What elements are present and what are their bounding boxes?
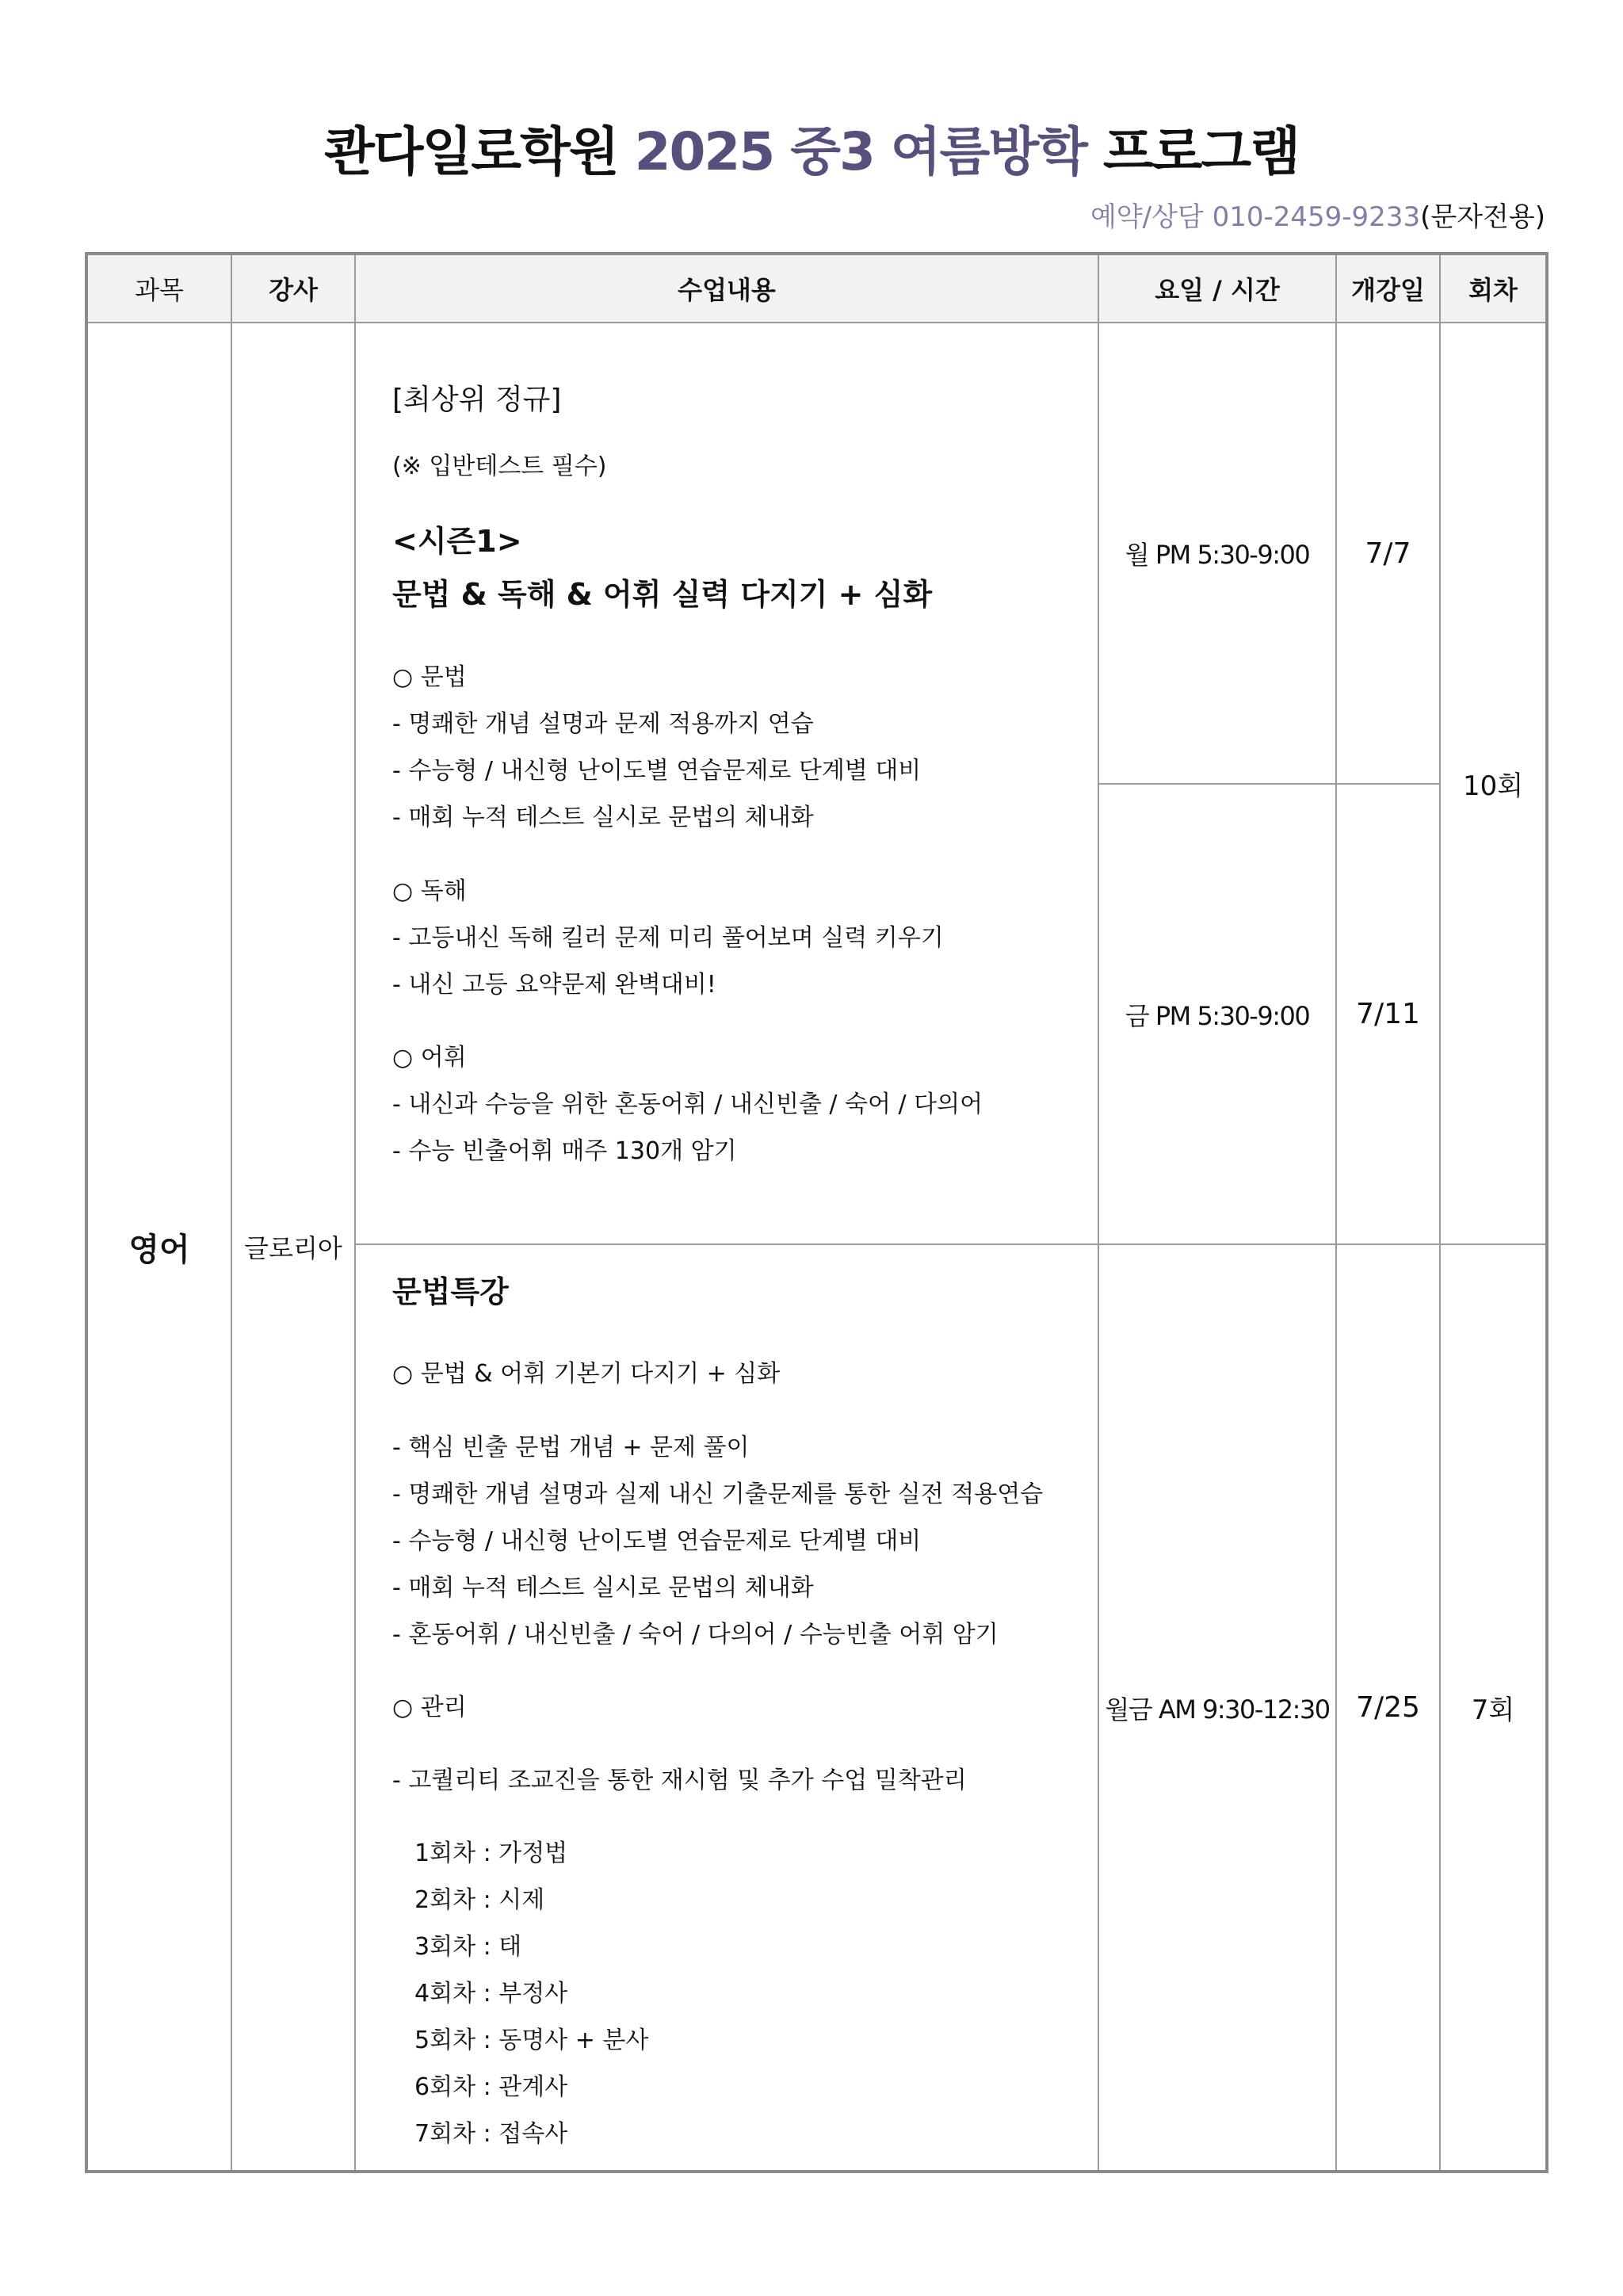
special-title: 문법특강 [392,1274,509,1309]
program-term: 2025 중3 여름방학 [634,121,1086,182]
list-item: ○ 독해 [392,877,467,905]
table-row [86,323,1547,784]
regular-note: (※ 입반테스트 필수) [392,453,607,480]
list-item: - 내신과 수능을 위한 혼동어휘 / 내신빈출 / 숙어 / 다의어 [392,1091,983,1118]
list-item: - 고등내신 독해 킬러 문제 미리 풀어보며 실력 키우기 [392,924,944,952]
regular-headline: 문법 & 독해 & 어휘 실력 다지기 + 심화 [392,577,933,612]
sessions-cell-special: 7회 [1440,1244,1547,2172]
schedule-item: 4회차 : 부정사 [414,1980,568,2008]
schedule-item: 6회차 : 관계사 [414,2073,568,2101]
contact-note: (문자전용) [1420,201,1545,233]
time-cell-monfri: 월금 AM 9:30-12:30 [1098,1244,1336,2172]
sessions-cell-regular: 10회 [1440,323,1547,1244]
contact-phone: 010-2459-9233 [1212,201,1421,233]
subject-cell: 영어 [86,323,231,2172]
list-item: - 혼동어휘 / 내신빈출 / 숙어 / 다의어 / 수능빈출 어휘 암기 [392,1621,999,1648]
list-item: - 수능형 / 내신형 난이도별 연습문제로 단계별 대비 [392,1527,922,1555]
regular-title: [최상위 정규] [392,384,562,416]
list-item: - 고퀄리티 조교진을 통한 재시험 및 추가 수업 밀착관리 [392,1767,967,1794]
list-item: - 명쾌한 개념 설명과 실제 내신 기출문제를 통한 실전 적용연습 [392,1480,1044,1508]
list-item: ○ 어휘 [392,1044,467,1072]
list-item: - 내신 고등 요약문제 완벽대비! [392,971,716,999]
col-header-teacher: 강사 [231,254,355,323]
col-header-start-date: 개강일 [1336,254,1440,323]
col-header-content: 수업내용 [355,254,1098,323]
academy-name: 콴다일로학원 [324,121,618,182]
contact-label: 예약/상담 [1090,201,1204,233]
list-item: - 수능 빈출어휘 매주 130개 암기 [392,1137,737,1165]
page-title [0,109,1623,185]
regular-content-cell [355,323,1098,1244]
list-item: - 명쾌한 개념 설명과 문제 적용까지 연습 [392,710,814,738]
list-item: ○ 문법 & 어휘 기본기 다지기 + 심화 [392,1360,781,1388]
schedule-item: 7회차 : 접속사 [414,2120,568,2148]
col-header-sessions: 회차 [1440,254,1547,323]
list-item: - 핵심 빈출 문법 개념 + 문제 풀이 [392,1434,750,1461]
col-header-time: 요일 / 시간 [1098,254,1336,323]
start-date-cell: 7/11 [1336,784,1440,1244]
list-item: ○ 관리 [392,1694,467,1721]
list-item: - 매회 누적 테스트 실시로 문법의 체내화 [392,804,814,831]
col-header-subject: 과목 [86,254,231,323]
schedule-item: 2회차 : 시제 [414,1886,545,1914]
schedule-item: 3회차 : 태 [414,1933,522,1961]
start-date-cell: 7/7 [1336,323,1440,784]
time-cell-fri: 금 PM 5:30-9:00 [1098,784,1336,1244]
schedule-item: 1회차 : 가정법 [414,1839,568,1867]
list-item: - 수능형 / 내신형 난이도별 연습문제로 단계별 대비 [392,757,922,785]
header-row [86,254,1547,323]
schedule-item: 5회차 : 동명사 + 분사 [414,2027,649,2054]
list-item: - 매회 누적 테스트 실시로 문법의 체내화 [392,1574,814,1602]
time-cell-mon: 월 PM 5:30-9:00 [1098,323,1336,784]
list-item: ○ 문법 [392,663,467,691]
special-content-cell [355,1244,1098,2172]
contact-line [1090,195,1545,234]
program-word: 프로그램 [1102,121,1299,182]
schedule-table [85,252,1549,2173]
regular-season: <시즌1> [392,524,522,559]
teacher-cell: 글로리아 [231,323,355,2172]
start-date-cell: 7/25 [1336,1244,1440,2172]
